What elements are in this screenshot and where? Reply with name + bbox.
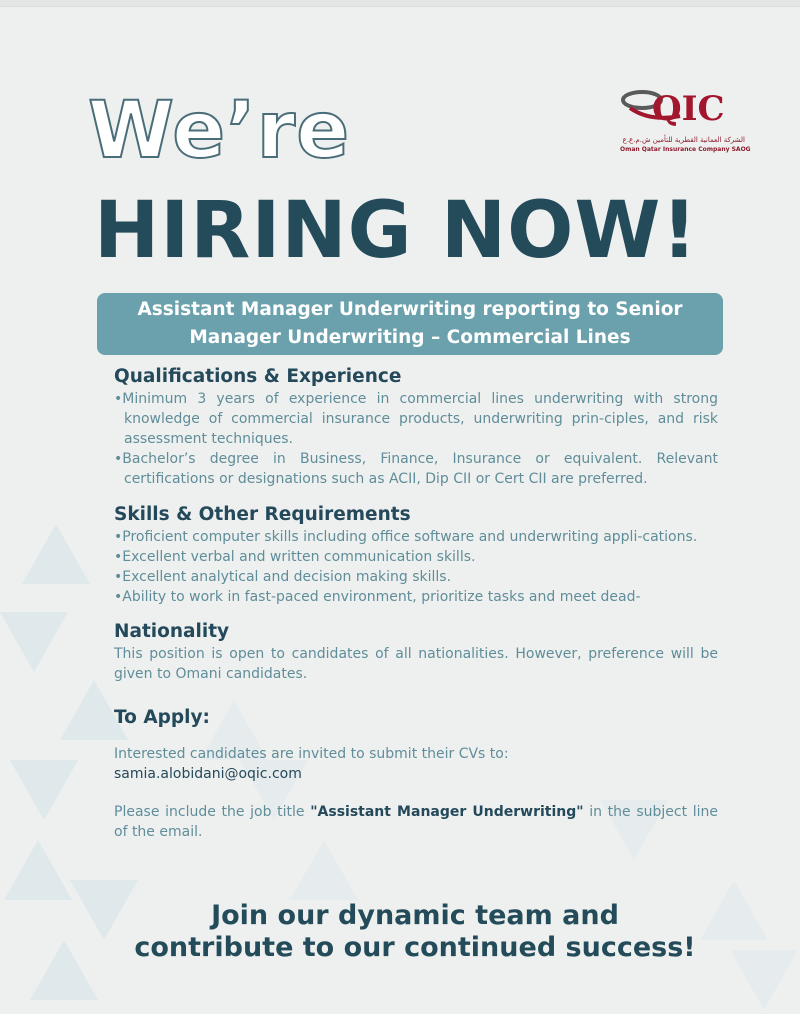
closing-line-2: contribute to our continued success! (134, 932, 696, 963)
bg-triangle (730, 950, 798, 1010)
apply-job-title: "Assistant Manager Underwriting" (310, 804, 584, 820)
svg-text:QIC: QIC (652, 89, 725, 129)
bg-triangle (0, 612, 68, 672)
qualification-item: •Minimum 3 years of experience in commercial lines underwriting with strong knowledge of commercial insurance products, underwriting prin-ciples, and risk assessment techniques. (114, 391, 718, 447)
qualification-item: •Bachelor’s degree in Business, Finance, Insurance or equivalent. Relevant certifications or designations such as ACII, Dip CII or Cert CII are preferred. (114, 451, 718, 487)
closing-line-1: Join our dynamic team and (211, 900, 619, 931)
qic-logo-icon (620, 86, 745, 134)
skills-heading: Skills & Other Requirements (114, 504, 411, 525)
bg-triangle (30, 940, 98, 1000)
company-logo (620, 86, 751, 156)
skill-item: •Excellent analytical and decision making skills. (114, 569, 452, 585)
job-title-line-1: Assistant Manager Underwriting reporting to Senior (137, 299, 683, 320)
headline-hiring-now: HIRING NOW! (94, 186, 699, 276)
top-edge (0, 0, 800, 7)
nationality-heading: Nationality (114, 621, 230, 642)
apply-heading: To Apply: (114, 707, 210, 728)
closing-message (100, 900, 730, 964)
qualifications-heading: Qualifications & Experience (114, 366, 402, 387)
nationality-text: This position is open to candidates of all nationalities. However, preference will be given to Omani candidates. (114, 646, 718, 682)
logo-english-name: Oman Qatar Insurance Company SAOG (620, 146, 751, 153)
job-title-line-2: Manager Underwriting – Commercial Lines (189, 327, 631, 348)
job-details (114, 365, 718, 842)
apply-email-link[interactable]: samia.alobidani@oqic.com (114, 766, 302, 782)
bg-triangle (4, 840, 72, 900)
bg-triangle (290, 840, 358, 900)
skill-item: •Ability to work in fast-paced environment, prioritize tasks and meet dead- (114, 589, 641, 605)
headline-were: We’re (88, 86, 351, 176)
bg-triangle (10, 760, 78, 820)
job-title-banner (97, 293, 723, 355)
skill-item: •Excellent verbal and written communication skills. (114, 549, 476, 565)
bg-triangle (22, 524, 90, 584)
logo-arabic-name: الشركة العمانية القطرية للتأمين ش.م.ع.ع (622, 136, 745, 144)
apply-note: Please include the job title "Assistant Manager Underwriting" in the subject line of the email. (114, 804, 718, 840)
skill-item: •Proficient computer skills including office software and underwriting appli-cations. (114, 529, 698, 545)
apply-intro: Interested candidates are invited to submit their CVs to: (114, 746, 509, 762)
